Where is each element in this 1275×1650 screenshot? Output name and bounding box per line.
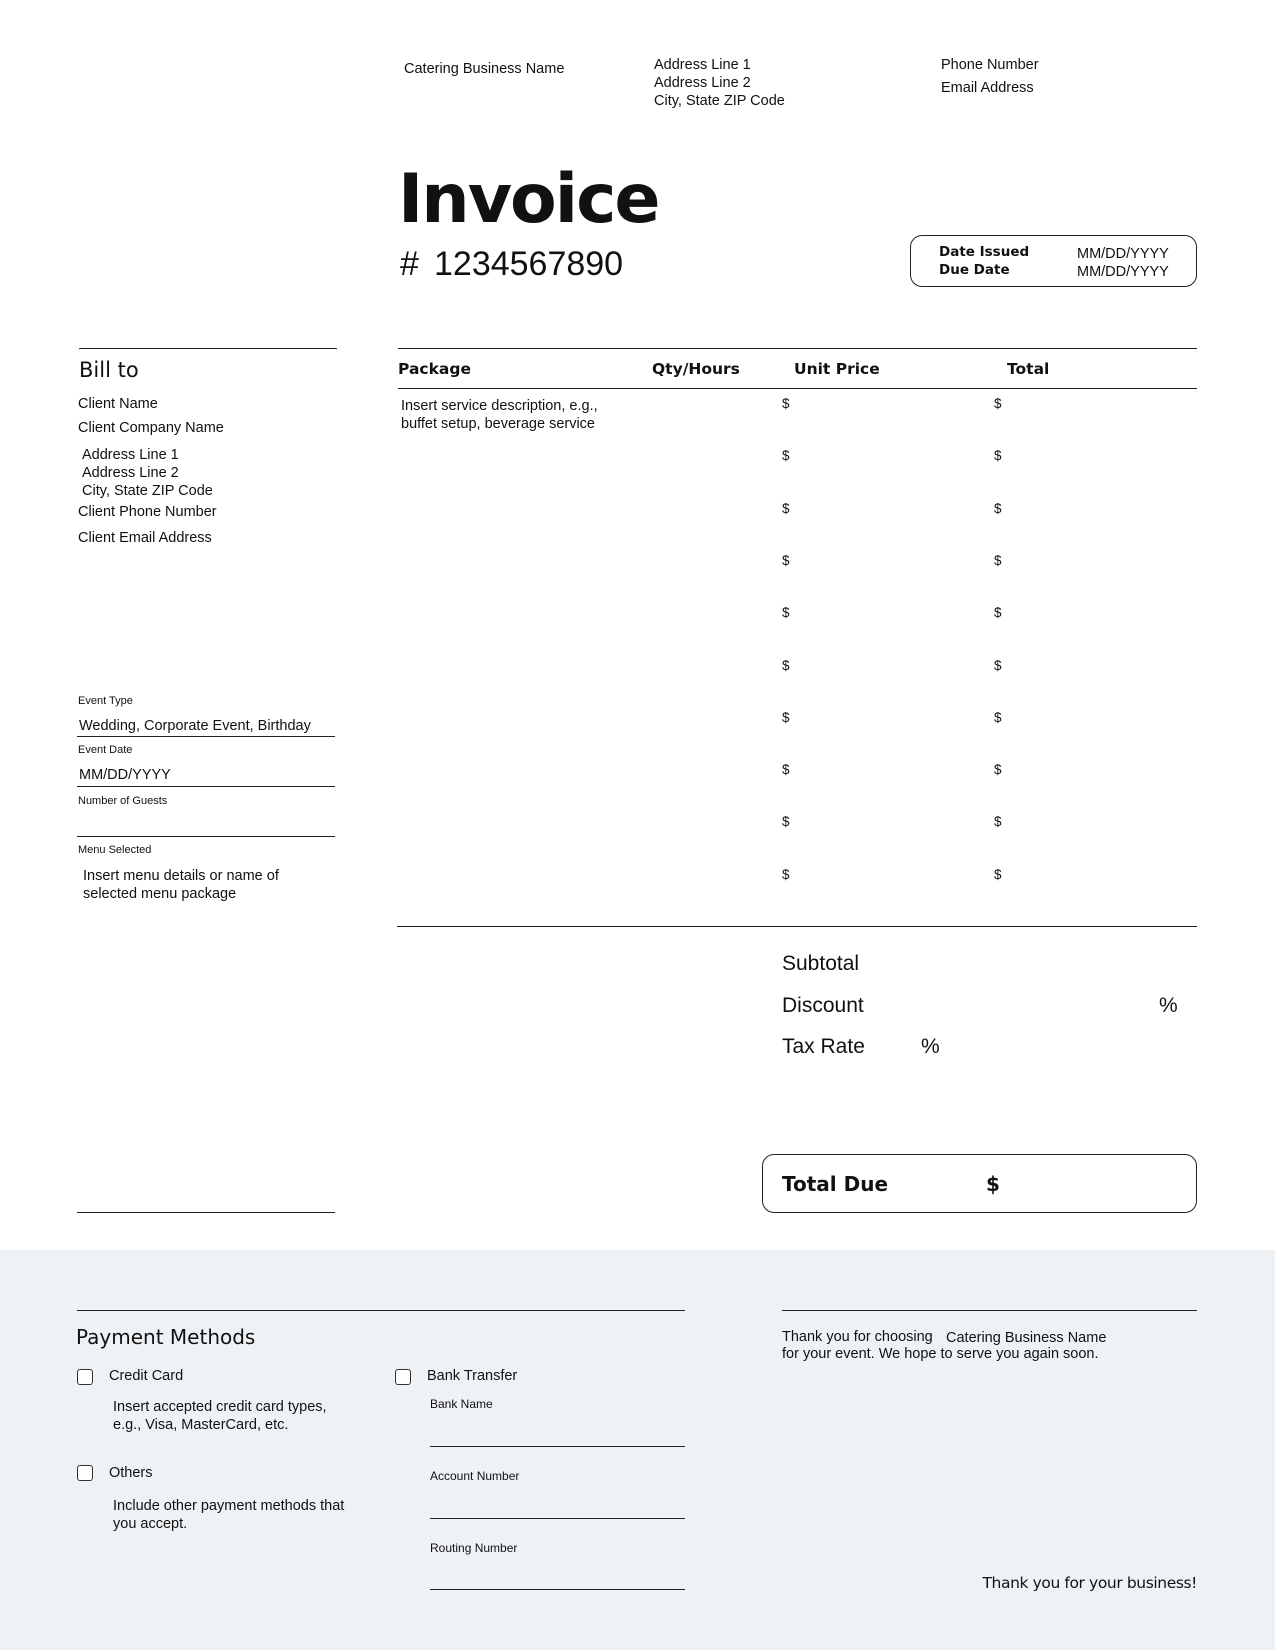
row-total[interactable]: $ xyxy=(994,448,1002,464)
guests-label: Number of Guests xyxy=(78,795,168,807)
bank-name-label: Bank Name xyxy=(430,1397,493,1411)
subtotal-label: Subtotal xyxy=(782,952,860,975)
header-total: Total xyxy=(1007,360,1050,378)
row-unit-price[interactable]: $ xyxy=(782,709,790,725)
client-address-1[interactable]: Address Line 1 xyxy=(82,447,179,463)
divider xyxy=(77,1310,685,1311)
row-total[interactable]: $ xyxy=(994,605,1002,621)
client-name[interactable]: Client Name xyxy=(78,396,158,412)
row-unit-price[interactable]: $ xyxy=(782,448,790,464)
routing-number-label: Routing Number xyxy=(430,1541,518,1555)
account-number-label: Account Number xyxy=(430,1469,520,1483)
row-unit-price[interactable]: $ xyxy=(782,605,790,621)
email-address: Email Address xyxy=(941,80,1034,96)
dates-box xyxy=(910,235,1197,287)
event-date-label: Event Date xyxy=(78,744,133,756)
description-line-2[interactable]: buffet setup, beverage service xyxy=(401,416,595,432)
row-total[interactable]: $ xyxy=(994,866,1002,882)
row-unit-price[interactable]: $ xyxy=(782,866,790,882)
thanks-business-name: Catering Business Name xyxy=(946,1330,1107,1346)
account-number-field[interactable] xyxy=(430,1518,685,1519)
date-issued-value[interactable]: MM/DD/YYYY xyxy=(1077,246,1169,262)
event-date-field[interactable]: MM/DD/YYYY xyxy=(79,767,171,783)
row-total[interactable]: $ xyxy=(994,657,1002,673)
row-total[interactable]: $ xyxy=(994,396,1002,411)
client-email[interactable]: Client Email Address xyxy=(78,530,212,546)
event-type-field[interactable]: Wedding, Corporate Event, Birthday xyxy=(79,718,311,734)
credit-card-label: Credit Card xyxy=(109,1368,184,1384)
menu-label: Menu Selected xyxy=(78,844,152,856)
address-line-1: Address Line 1 xyxy=(654,57,751,73)
others-checkbox[interactable] xyxy=(77,1465,93,1481)
header-unit-price: Unit Price xyxy=(794,360,880,378)
tax-rate-label: Tax Rate xyxy=(782,1035,865,1058)
bank-transfer-label: Bank Transfer xyxy=(427,1368,518,1384)
discount-percent: % xyxy=(1159,994,1178,1017)
credit-card-desc-2: e.g., Visa, MasterCard, etc. xyxy=(113,1417,289,1433)
client-address-2[interactable]: Address Line 2 xyxy=(82,465,179,481)
row-total[interactable]: $ xyxy=(994,814,1002,830)
credit-card-desc-1: Insert accepted credit card types, xyxy=(113,1399,327,1415)
row-unit-price[interactable]: $ xyxy=(782,814,790,830)
field-underline xyxy=(77,786,335,787)
discount-label: Discount xyxy=(782,994,864,1017)
row-total[interactable]: $ xyxy=(994,709,1002,725)
routing-number-field[interactable] xyxy=(430,1589,685,1590)
client-city[interactable]: City, State ZIP Code xyxy=(82,483,213,499)
credit-card-checkbox[interactable] xyxy=(77,1369,93,1385)
client-company[interactable]: Client Company Name xyxy=(78,420,224,436)
menu-line-1[interactable]: Insert menu details or name of xyxy=(83,868,279,884)
address-city: City, State ZIP Code xyxy=(654,93,785,109)
total-due-currency: $ xyxy=(986,1172,1000,1196)
bank-name-field[interactable] xyxy=(430,1446,685,1447)
others-desc-2: you accept. xyxy=(113,1516,188,1532)
table-top-line xyxy=(398,348,1197,349)
divider xyxy=(77,1212,335,1213)
thanks-prefix: Thank you for choosing xyxy=(782,1329,933,1345)
business-name: Catering Business Name xyxy=(404,61,565,77)
bill-to-title: Bill to xyxy=(79,358,139,382)
due-date-label: Due Date xyxy=(939,262,1010,278)
field-underline xyxy=(77,836,335,837)
client-phone[interactable]: Client Phone Number xyxy=(78,504,217,520)
invoice-title: Invoice xyxy=(398,160,659,239)
field-underline xyxy=(77,736,335,737)
total-due-box xyxy=(762,1154,1197,1213)
row-unit-price[interactable]: $ xyxy=(782,762,790,778)
row-unit-price[interactable]: $ xyxy=(782,500,790,516)
menu-line-2[interactable]: selected menu package xyxy=(83,886,237,902)
phone-number: Phone Number xyxy=(941,57,1039,73)
row-unit-price[interactable]: $ xyxy=(782,552,790,568)
row-unit-price[interactable]: $ xyxy=(782,657,790,673)
row-total[interactable]: $ xyxy=(994,500,1002,516)
others-label: Others xyxy=(109,1465,153,1481)
date-issued-label: Date Issued xyxy=(939,244,1030,260)
closing-message: Thank you for your business! xyxy=(982,1574,1197,1592)
row-total[interactable]: $ xyxy=(994,762,1002,778)
description-line-1[interactable]: Insert service description, e.g., xyxy=(401,398,598,414)
bank-transfer-checkbox[interactable] xyxy=(395,1369,411,1385)
invoice-number: 1234567890 xyxy=(434,245,624,283)
others-desc-1: Include other payment methods that xyxy=(113,1498,345,1514)
header-bottom-line xyxy=(398,388,1197,389)
thanks-line-2: for your event. We hope to serve you again soon. xyxy=(782,1346,1099,1362)
header-qty: Qty/Hours xyxy=(652,360,740,378)
header-package: Package xyxy=(398,360,471,378)
tax-percent: % xyxy=(921,1035,940,1058)
due-date-value[interactable]: MM/DD/YYYY xyxy=(1077,264,1169,280)
invoice-number-prefix: # xyxy=(400,245,419,283)
address-line-2: Address Line 2 xyxy=(654,75,751,91)
divider xyxy=(782,1310,1197,1311)
divider xyxy=(79,348,337,349)
total-due-label: Total Due xyxy=(782,1172,889,1196)
row-total[interactable]: $ xyxy=(994,552,1002,568)
payment-methods-title: Payment Methods xyxy=(76,1325,256,1349)
row-unit-price[interactable]: $ xyxy=(782,396,790,411)
table-bottom-line xyxy=(397,926,1197,927)
event-type-label: Event Type xyxy=(78,695,133,707)
